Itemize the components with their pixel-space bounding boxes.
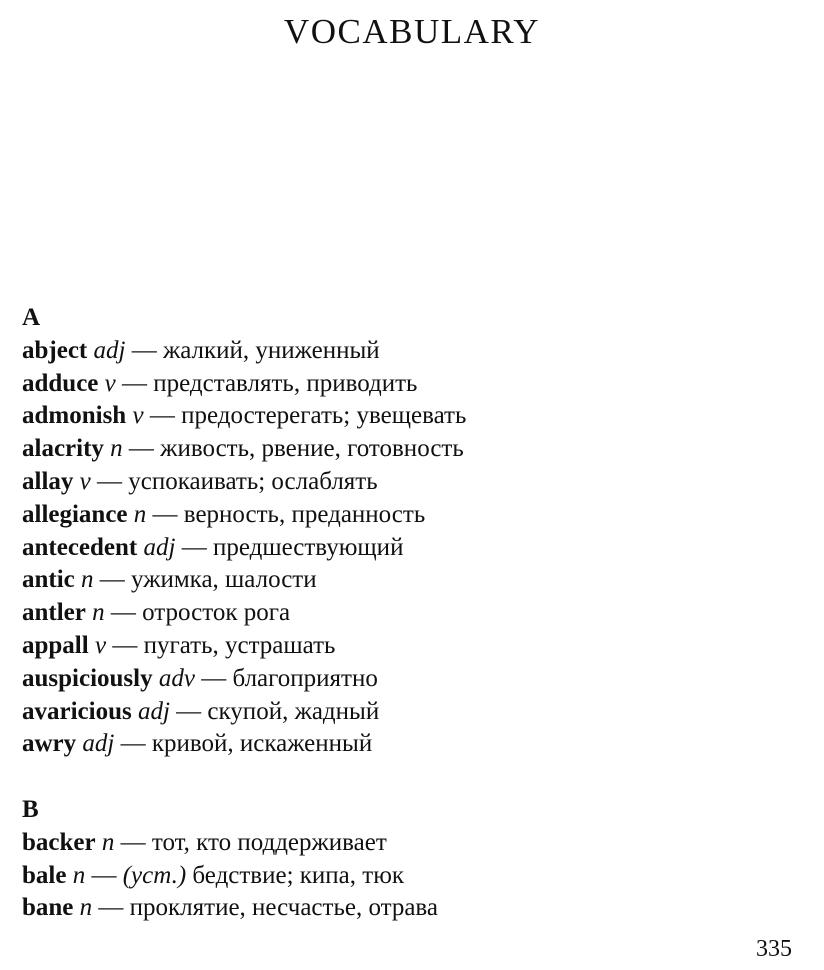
vocab-entry xyxy=(22,499,466,532)
entry-word: admonish xyxy=(22,402,127,430)
entry-definition: успокаивать; ослаблять xyxy=(128,467,378,495)
vocab-entry xyxy=(22,532,466,565)
vocab-entry xyxy=(22,564,466,597)
entry-definition: тот, кто поддерживает xyxy=(151,828,387,856)
vocab-entry xyxy=(22,368,466,401)
entry-dash: — xyxy=(93,566,132,594)
section-a xyxy=(22,302,466,761)
vocab-entry xyxy=(22,892,438,925)
entry-word: awry xyxy=(22,730,77,758)
entry-definition: скупой, жадный xyxy=(207,697,380,725)
entry-dash: — xyxy=(194,664,233,692)
entry-pos: adj xyxy=(143,533,176,561)
entry-dash: — xyxy=(125,336,163,364)
entry-word: antecedent xyxy=(22,533,138,561)
entry-pos: v xyxy=(94,631,107,659)
vocab-entry xyxy=(22,597,466,630)
entry-word: alacrity xyxy=(22,435,104,463)
entry-pos: n xyxy=(133,500,147,528)
entry-word: auspiciously xyxy=(22,664,153,692)
entry-pos: adj xyxy=(82,730,115,758)
entry-dash: — xyxy=(169,697,208,725)
vocab-entry xyxy=(22,827,438,860)
entry-pos: adv xyxy=(158,664,195,692)
entry-word: backer xyxy=(22,828,96,856)
entry-pos: adj xyxy=(137,697,170,725)
entry-dash: — xyxy=(106,631,144,659)
section-letter: A xyxy=(22,304,41,331)
entry-definition: бедствие; кипа, тюк xyxy=(192,861,405,889)
entry-pos: n xyxy=(79,894,93,922)
entry-definition: ужимка, шалости xyxy=(131,566,317,594)
entry-definition: благоприятно xyxy=(232,664,378,692)
entry-definition: жалкий, униженный xyxy=(162,336,380,364)
entry-word: adduce xyxy=(22,369,99,397)
entry-word: appall xyxy=(22,631,89,659)
entry-word: bane xyxy=(22,894,74,922)
entry-word: bale xyxy=(22,861,67,889)
entry-dash: — xyxy=(104,599,143,627)
entry-definition: проклятие, несчастье, отрава xyxy=(129,894,439,922)
vocab-entry xyxy=(22,860,438,893)
vocab-entry xyxy=(22,728,466,761)
entry-definition: представлять, приводить xyxy=(153,369,418,397)
entry-word: antler xyxy=(22,599,86,627)
section-letter: B xyxy=(22,796,39,823)
entry-pos: n xyxy=(72,861,86,889)
entry-dash: — xyxy=(92,894,130,922)
entry-word: allay xyxy=(22,467,74,495)
entry-dash: — xyxy=(90,467,129,495)
entry-definition: предостерегать; увещевать xyxy=(181,402,467,430)
entry-definition: живость, рвение, готовность xyxy=(160,435,464,463)
entry-dash: — xyxy=(115,369,154,397)
entry-definition: предшествующий xyxy=(212,533,404,561)
entry-pos: v xyxy=(132,402,144,430)
entry-word: abject xyxy=(22,336,88,364)
page-number: 335 xyxy=(756,936,792,962)
entry-pos: n xyxy=(110,435,123,463)
entry-dash: — xyxy=(175,533,213,561)
vocab-entry xyxy=(22,335,466,368)
entry-pos: v xyxy=(104,369,116,397)
entry-definition: верность, преданность xyxy=(183,500,426,528)
entry-word: allegiance xyxy=(22,500,128,528)
entry-definition: кривой, искаженный xyxy=(151,730,373,758)
entry-dash: — xyxy=(143,402,182,430)
entry-dash: — xyxy=(114,828,152,856)
entry-word: avaricious xyxy=(22,697,132,725)
vocab-entry xyxy=(22,433,466,466)
vocab-entry xyxy=(22,663,466,696)
vocab-entry xyxy=(22,696,466,729)
entry-definition: отросток рога xyxy=(142,599,291,627)
entry-note: (уст.) xyxy=(122,861,193,889)
entry-word: antic xyxy=(22,566,75,594)
entry-pos: adj xyxy=(93,336,126,364)
entry-dash: — xyxy=(114,730,152,758)
entry-dash: — xyxy=(122,435,161,463)
entry-pos: n xyxy=(92,599,105,627)
entry-definition: пугать, устрашать xyxy=(143,631,336,659)
page-title: VOCABULARY xyxy=(283,12,541,51)
entry-pos: n xyxy=(81,566,94,594)
entry-dash: — xyxy=(146,500,184,528)
vocab-entry xyxy=(22,400,466,433)
section-b xyxy=(22,794,438,925)
vocab-entry xyxy=(22,630,466,663)
entry-pos: v xyxy=(79,467,91,495)
entry-pos: n xyxy=(101,828,115,856)
entry-dash: — xyxy=(85,861,123,889)
vocab-entry xyxy=(22,466,466,499)
